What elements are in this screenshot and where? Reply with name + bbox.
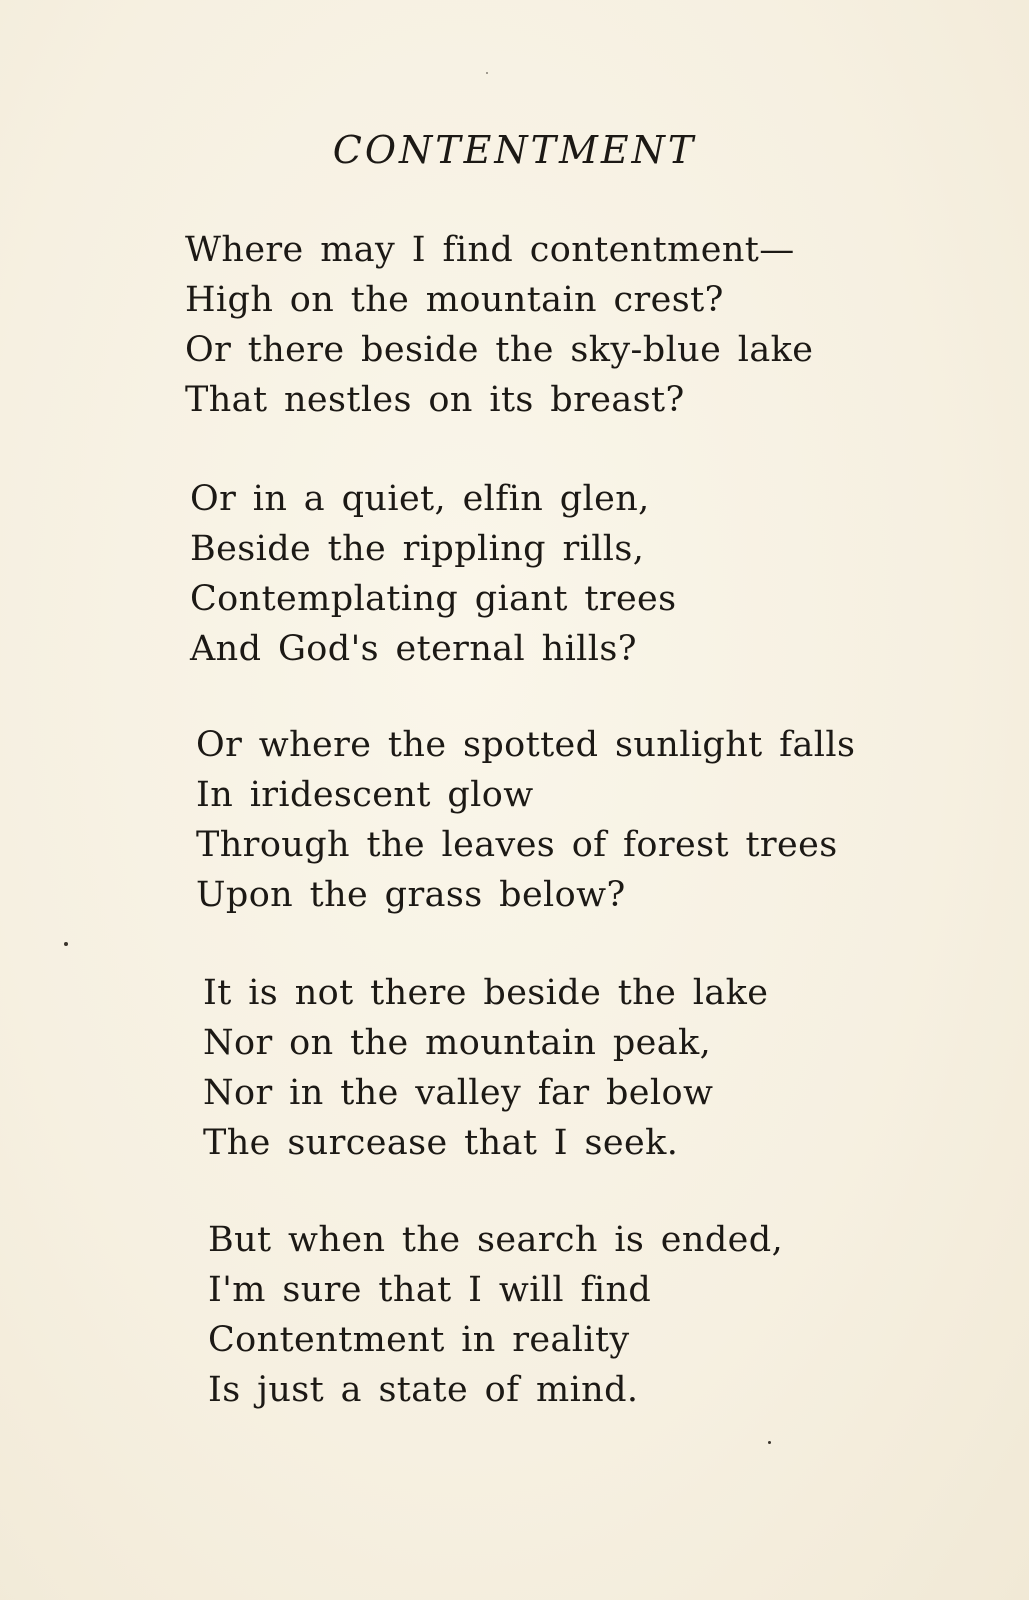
poem-line: Upon the grass below? <box>196 875 626 915</box>
stanza-4 <box>203 968 768 1168</box>
poem-line: High on the mountain crest? <box>185 280 724 320</box>
poem-line: Where may I find contentment— <box>185 230 795 270</box>
poem-line: And God's eternal hills? <box>190 629 637 669</box>
paper-speck <box>768 1441 771 1444</box>
poem-line: Beside the rippling rills, <box>190 529 645 569</box>
paper-speck <box>486 72 488 74</box>
poem-line: Or there beside the sky-blue lake <box>185 330 814 370</box>
poem-line: In iridescent glow <box>196 775 534 815</box>
poem-line: I'm sure that I will find <box>208 1270 652 1310</box>
poem-line: Nor in the valley far below <box>203 1073 714 1113</box>
poem-line: Is just a state of mind. <box>208 1370 639 1410</box>
poem-line: Or in a quiet, elfin glen, <box>190 479 650 519</box>
stanza-3 <box>196 720 855 920</box>
paper-speck <box>64 942 68 946</box>
poem-line: That nestles on its breast? <box>185 380 685 420</box>
stanza-5 <box>208 1215 783 1415</box>
stanza-2 <box>190 474 677 674</box>
poem-line: The surcease that I seek. <box>203 1123 679 1163</box>
poem-line: Through the leaves of forest trees <box>196 825 838 865</box>
poem-line: But when the search is ended, <box>208 1220 784 1260</box>
poem-line: It is not there beside the lake <box>203 973 769 1013</box>
poem-line: Contentment in reality <box>208 1320 630 1360</box>
poem-title: CONTENTMENT <box>332 128 697 172</box>
poem-line: Contemplating giant trees <box>190 579 677 619</box>
poem-line: Or where the spotted sunlight falls <box>196 725 856 765</box>
poem-line: Nor on the mountain peak, <box>203 1023 712 1063</box>
stanza-1 <box>185 225 813 425</box>
